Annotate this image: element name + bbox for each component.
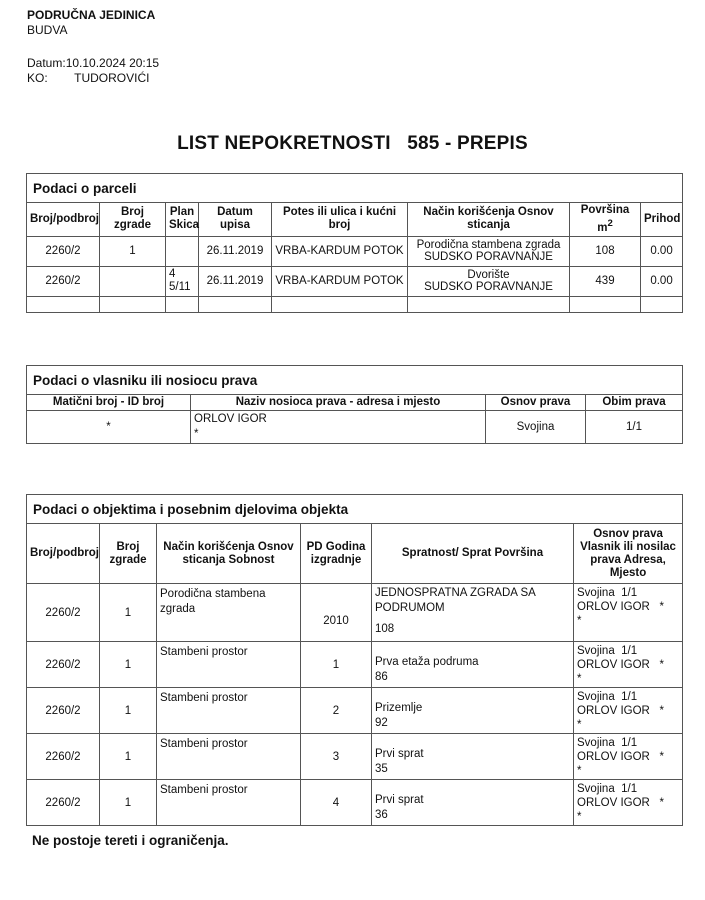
date-value: 10.10.2024 20:15	[65, 56, 160, 70]
col-header: Potes ili ulica i kućni broj	[272, 203, 408, 237]
right-type: Svojina	[577, 587, 615, 599]
cell	[641, 296, 683, 312]
cell: Svojina	[486, 411, 586, 444]
cell: 2	[301, 688, 372, 734]
owner-address: *	[577, 719, 582, 731]
footer-note: Ne postoje tereti i ograničenja.	[32, 833, 229, 848]
cell: 1	[100, 780, 157, 826]
floor-desc: Prvi sprat	[375, 794, 424, 806]
table-row	[27, 642, 683, 688]
owner-name: ORLOV IGOR	[577, 751, 650, 763]
cell	[408, 236, 570, 266]
cell: 2010	[301, 584, 372, 642]
col-header: Matični broj - ID broj	[27, 395, 191, 411]
floor-area: 36	[375, 809, 388, 821]
col-header: Prihod	[641, 203, 683, 237]
floor-desc: JEDNOSPRATNA ZGRADA SA PODRUMOM	[375, 587, 536, 614]
area-header-label: Površina m	[580, 204, 630, 234]
cell: 2260/2	[27, 780, 100, 826]
unit-name: BUDVA	[27, 23, 68, 37]
cell	[100, 296, 166, 312]
col-header: Naziv nosioca prava - adresa i mjesto	[191, 395, 486, 411]
col-header: Osnov prava Vlasnik ili nosilac prava Adresa, Mjesto	[574, 524, 683, 584]
cell: VRBA-KARDUM POTOK	[272, 266, 408, 296]
objects-table	[26, 494, 683, 826]
basis-line: SUDSKO PORAVNANJE	[424, 281, 553, 294]
parcels-table	[26, 173, 683, 313]
cell: Stambeni prostor	[157, 642, 301, 688]
cell	[191, 411, 486, 444]
right-share: 1/1	[621, 783, 638, 795]
col-header: Broj zgrade	[100, 524, 157, 584]
cell: 2260/2	[27, 236, 100, 266]
plan-line: 4	[169, 268, 176, 281]
cell	[570, 296, 641, 312]
col-header: Broj/podbroj	[27, 203, 100, 237]
table-row	[27, 780, 683, 826]
cell	[574, 780, 683, 826]
right-type: Svojina	[577, 645, 615, 657]
date-line	[27, 56, 159, 71]
col-header: Broj zgrade	[100, 203, 166, 237]
col-header: Broj/podbroj	[27, 524, 100, 584]
ko-label: KO:	[27, 71, 48, 85]
cell: VRBA-KARDUM POTOK	[272, 236, 408, 266]
cell	[27, 296, 100, 312]
date-label: Datum:	[27, 56, 66, 70]
floor-area: 108	[375, 623, 395, 635]
table-row	[27, 266, 683, 296]
ko-value: TUDOROVIĆI	[74, 71, 150, 85]
cell: 1/1	[586, 411, 683, 444]
cell	[199, 296, 272, 312]
document-title: LIST NEPOKRETNOSTI 585 - PREPIS	[177, 133, 528, 154]
table-row	[27, 734, 683, 780]
cell	[372, 584, 574, 642]
cell	[574, 734, 683, 780]
cell: 2260/2	[27, 642, 100, 688]
owner-name: ORLOV IGOR	[194, 413, 267, 425]
owner-name: ORLOV IGOR	[577, 659, 650, 671]
floor-area: 92	[375, 717, 388, 729]
usage-line: Dvorište	[467, 269, 510, 282]
owners-table	[26, 365, 683, 444]
table-row	[27, 688, 683, 734]
col-header: PD Godina izgradnje	[301, 524, 372, 584]
cell: 3	[301, 734, 372, 780]
floor-desc: Prva etaža podruma	[375, 656, 479, 668]
cell: Stambeni prostor	[157, 688, 301, 734]
owner-star: *	[659, 705, 664, 717]
cell: 1	[100, 688, 157, 734]
right-share: 1/1	[621, 691, 638, 703]
cell	[574, 642, 683, 688]
col-header: Način korišćenja Osnov sticanja	[408, 203, 570, 237]
cell: Stambeni prostor	[157, 734, 301, 780]
col-header: Plan Skica	[166, 203, 199, 237]
cell: 0.00	[641, 236, 683, 266]
owner-name: ORLOV IGOR	[577, 705, 650, 717]
cell: Porodična stambena zgrada	[157, 584, 301, 642]
owner-address: *	[577, 811, 582, 823]
cell	[372, 780, 574, 826]
cell	[372, 642, 574, 688]
col-header: Datum upisa	[199, 203, 272, 237]
col-header: Osnov prava	[486, 395, 586, 411]
ko-line	[27, 71, 149, 86]
table-row	[27, 236, 683, 266]
parcels-caption: Podaci o parceli	[27, 174, 683, 203]
owner-address: *	[577, 673, 582, 685]
unit-label: PODRUČNA JEDINICA	[27, 8, 156, 22]
cell: 2260/2	[27, 266, 100, 296]
owner-star: *	[659, 751, 664, 763]
cell	[574, 584, 683, 642]
cell: 1	[301, 642, 372, 688]
right-share: 1/1	[621, 587, 638, 599]
cell: 439	[570, 266, 641, 296]
cell	[166, 266, 199, 296]
cell	[166, 296, 199, 312]
cell: 2260/2	[27, 688, 100, 734]
owner-address: *	[577, 615, 582, 627]
table-row	[27, 411, 683, 444]
owner-star: *	[659, 601, 664, 613]
right-share: 1/1	[621, 645, 638, 657]
cell	[100, 266, 166, 296]
empty-row	[27, 296, 683, 312]
cell: 2260/2	[27, 734, 100, 780]
owner-name: ORLOV IGOR	[577, 601, 650, 613]
cell: Stambeni prostor	[157, 780, 301, 826]
cell: 26.11.2019	[199, 236, 272, 266]
cell	[166, 236, 199, 266]
cell	[372, 688, 574, 734]
right-share: 1/1	[621, 737, 638, 749]
cell	[408, 296, 570, 312]
owner-star: *	[659, 797, 664, 809]
cell: *	[27, 411, 191, 444]
table-row	[27, 584, 683, 642]
cell: 1	[100, 642, 157, 688]
col-header: Način korišćenja Osnov sticanja Sobnost	[157, 524, 301, 584]
cell: 2260/2	[27, 584, 100, 642]
cell: 1	[100, 236, 166, 266]
right-type: Svojina	[577, 691, 615, 703]
floor-area: 35	[375, 763, 388, 775]
floor-desc: Prizemlje	[375, 702, 423, 714]
basis-line: SUDSKO PORAVNANJE	[424, 251, 553, 264]
cell: 0.00	[641, 266, 683, 296]
owner-star: *	[659, 659, 664, 671]
owner-address: *	[577, 765, 582, 777]
cell	[272, 296, 408, 312]
col-header: Spratnost/ Sprat Površina	[372, 524, 574, 584]
cell	[408, 266, 570, 296]
objects-caption: Podaci o objektima i posebnim djelovima objekta	[27, 495, 683, 524]
floor-area: 86	[375, 671, 388, 683]
cell: 1	[100, 734, 157, 780]
owner-name: ORLOV IGOR	[577, 797, 650, 809]
plan-line: 5/11	[169, 281, 191, 294]
owner-address: *	[194, 428, 199, 440]
cell: 108	[570, 236, 641, 266]
cell: 4	[301, 780, 372, 826]
cell: 1	[100, 584, 157, 642]
cell: 26.11.2019	[199, 266, 272, 296]
usage-line: Porodična stambena zgrada	[416, 239, 561, 252]
right-type: Svojina	[577, 783, 615, 795]
owners-caption: Podaci o vlasniku ili nosiocu prava	[27, 366, 683, 395]
cell	[574, 688, 683, 734]
col-header-area: Površina $m^2$	[570, 203, 641, 237]
right-type: Svojina	[577, 737, 615, 749]
cell	[372, 734, 574, 780]
col-header: Obim prava	[586, 395, 683, 411]
floor-desc: Prvi sprat	[375, 748, 424, 760]
